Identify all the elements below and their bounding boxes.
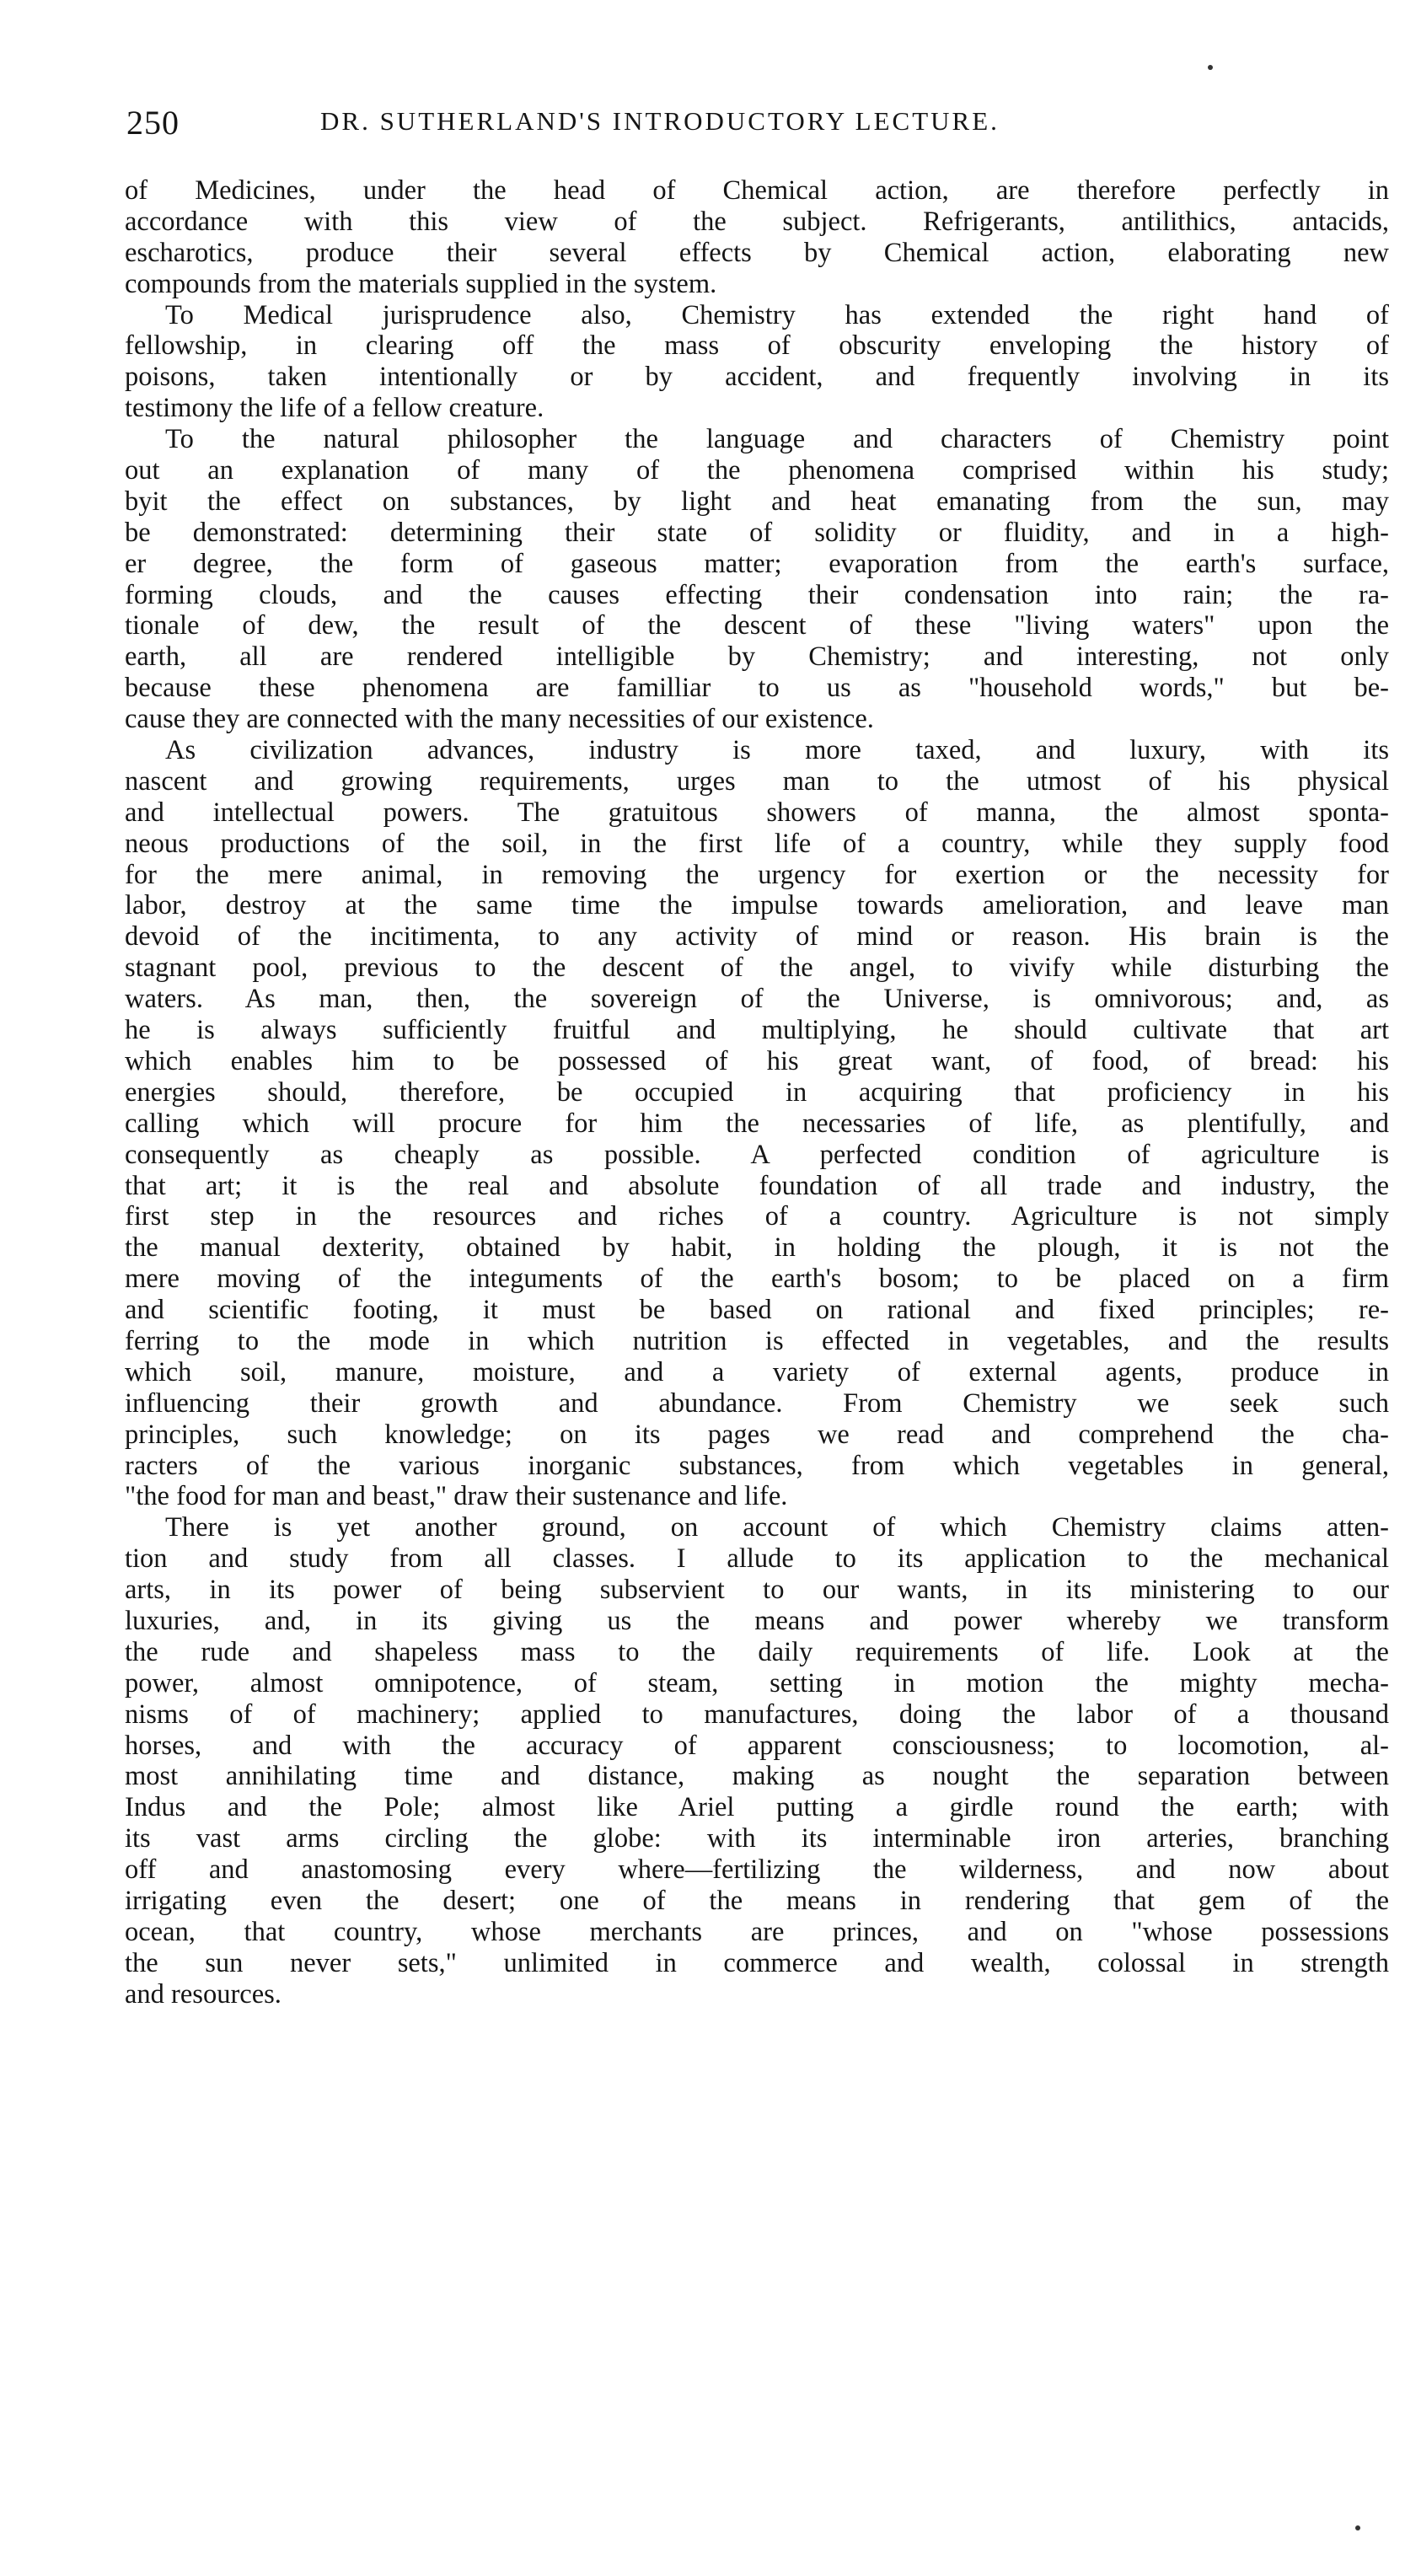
text-line: racters of the various inorganic substances, from which vegetables in general, xyxy=(125,1450,1389,1481)
text-line: To Medical jurisprudence also, Chemistry has extended the right hand of xyxy=(165,299,1389,330)
text-line: which soil, manure, moisture, and a variety of external agents, produce in xyxy=(125,1356,1389,1387)
text-line: out an explanation of many of the phenomena comprised within his study; xyxy=(125,455,1389,486)
running-title: DR. SUTHERLAND'S INTRODUCTORY LECTURE. xyxy=(320,106,1000,136)
text-line: accordance with this view of the subject. Refrigerants, antilithics, antacids, xyxy=(125,206,1389,237)
text-line: forming clouds, and the causes effecting their condensation into rain; the ra- xyxy=(125,579,1389,610)
text-line: escharotics, produce their several effects by Chemical action, elaborating new xyxy=(125,237,1389,268)
text-line: As civilization advances, industry is more taxed, and luxury, with its xyxy=(165,735,1389,766)
text-line: because these phenomena are familliar to us as "household words," but be- xyxy=(125,673,1389,704)
text-line: tionale of dew, the result of the descent of these "living waters" upon the xyxy=(125,610,1389,641)
text-line: for the mere animal, in removing the urgency for exertion or the necessity for xyxy=(125,859,1389,890)
text-line: off and anastomosing every where—fertilizing the wilderness, and now about xyxy=(125,1854,1389,1886)
running-head xyxy=(126,103,1365,153)
text-line: that art; it is the real and absolute foundation of all trade and industry, the xyxy=(125,1170,1389,1201)
text-line: irrigating even the desert; one of the means in rendering that gem of the xyxy=(125,1885,1389,1916)
text-line: consequently as cheaply as possible. A perfected condition of agriculture is xyxy=(125,1139,1389,1170)
text-line: of Medicines, under the head of Chemical action, are therefore perfectly in xyxy=(125,175,1389,206)
text-line: neous productions of the soil, in the first life of a country, while they supply food xyxy=(125,828,1389,859)
text-line: There is yet another ground, on account of which Chemistry claims atten- xyxy=(165,1512,1389,1543)
ink-speck xyxy=(1355,2525,1360,2530)
text-line: influencing their growth and abundance. From Chemistry we seek such xyxy=(125,1387,1389,1419)
text-line: To the natural philosopher the language and characters of Chemistry point xyxy=(165,424,1389,455)
text-line: its vast arms circling the globe: with its interminable iron arteries, branching xyxy=(125,1823,1389,1854)
page-number: 250 xyxy=(126,104,180,142)
text-line: most annihilating time and distance, making as nought the separation between xyxy=(125,1761,1389,1792)
text-line: first step in the resources and riches of a country. Agriculture is not simply xyxy=(125,1201,1389,1232)
text-line: luxuries, and, in its giving us the means and power whereby we transform xyxy=(125,1605,1389,1636)
text-line: which enables him to be possessed of his great want, of food, of bread: his xyxy=(125,1045,1389,1076)
text-line: ocean, that country, whose merchants are princes, and on "whose possessions xyxy=(125,1916,1389,1947)
text-line: earth, all are rendered intelligible by Chemistry; and interesting, not only xyxy=(125,641,1389,673)
text-line: compounds from the materials supplied in the system. xyxy=(125,268,717,299)
text-line: mere moving of the integuments of the earth's bosom; to be placed on a firm xyxy=(125,1264,1389,1295)
text-line: poisons, taken intentionally or by accident, and frequently involving in its xyxy=(125,362,1389,393)
text-line: tion and study from all classes. I allude to its application to the mechanical xyxy=(125,1543,1389,1575)
text-line: nascent and growing requirements, urges man to the utmost of his physical xyxy=(125,765,1389,797)
text-line: calling which will procure for him the necessaries of life, as plentifully, and xyxy=(125,1108,1389,1139)
text-line: the rude and shapeless mass to the daily requirements of life. Look at the xyxy=(125,1636,1389,1667)
text-line: the sun never sets," unlimited in commerce and wealth, colossal in strength xyxy=(125,1947,1389,1978)
text-line: stagnant pool, previous to the descent of the angel, to vivify while disturbing the xyxy=(125,953,1389,984)
text-line: devoid of the incitimenta, to any activity of mind or reason. His brain is the xyxy=(125,921,1389,953)
text-line: byit the effect on substances, by light and heat emanating from the sun, may xyxy=(125,486,1389,517)
text-line: testimony the life of a fellow creature. xyxy=(125,393,544,424)
text-line: he is always sufficiently fruitful and multiplying, he should cultivate that art xyxy=(125,1015,1389,1046)
text-line: be demonstrated: determining their state of solidity or fluidity, and in a high- xyxy=(125,517,1389,548)
text-line: principles, such knowledge; on its pages we read and comprehend the cha- xyxy=(125,1419,1389,1450)
text-line: nisms of of machinery; applied to manufactures, doing the labor of a thousand xyxy=(125,1699,1389,1730)
text-line: arts, in its power of being subservient to our wants, in its ministering to our xyxy=(125,1575,1389,1606)
text-line: waters. As man, then, the sovereign of the Universe, is omnivorous; and, as xyxy=(125,984,1389,1015)
text-line: labor, destroy at the same time the impulse towards amelioration, and leave man xyxy=(125,890,1389,921)
text-line: and scientific footing, it must be based on rational and fixed principles; re- xyxy=(125,1295,1389,1326)
text-line: the manual dexterity, obtained by habit, in holding the plough, it is not the xyxy=(125,1232,1389,1264)
text-line: Indus and the Pole; almost like Ariel putting a girdle round the earth; with xyxy=(125,1792,1389,1823)
text-line: cause they are connected with the many necessities of our existence. xyxy=(125,704,874,735)
text-line: energies should, therefore, be occupied in acquiring that proficiency in his xyxy=(125,1076,1389,1108)
text-line: "the food for man and beast," draw their sustenance and life. xyxy=(125,1481,788,1512)
text-line: er degree, the form of gaseous matter; evaporation from the earth's surface, xyxy=(125,548,1389,579)
text-line: fellowship, in clearing off the mass of obscurity enveloping the history of xyxy=(125,330,1389,362)
body-text xyxy=(125,175,1389,2010)
text-line: power, almost omnipotence, of steam, setting in motion the mighty mecha- xyxy=(125,1667,1389,1699)
text-line: and intellectual powers. The gratuitous showers of manna, the almost sponta- xyxy=(125,797,1389,828)
ink-speck xyxy=(1208,65,1213,70)
text-line: horses, and with the accuracy of apparent consciousness; to locomotion, al- xyxy=(125,1730,1389,1761)
text-line: and resources. xyxy=(125,1978,282,2010)
text-line: ferring to the mode in which nutrition is effected in vegetables, and the results xyxy=(125,1325,1389,1356)
